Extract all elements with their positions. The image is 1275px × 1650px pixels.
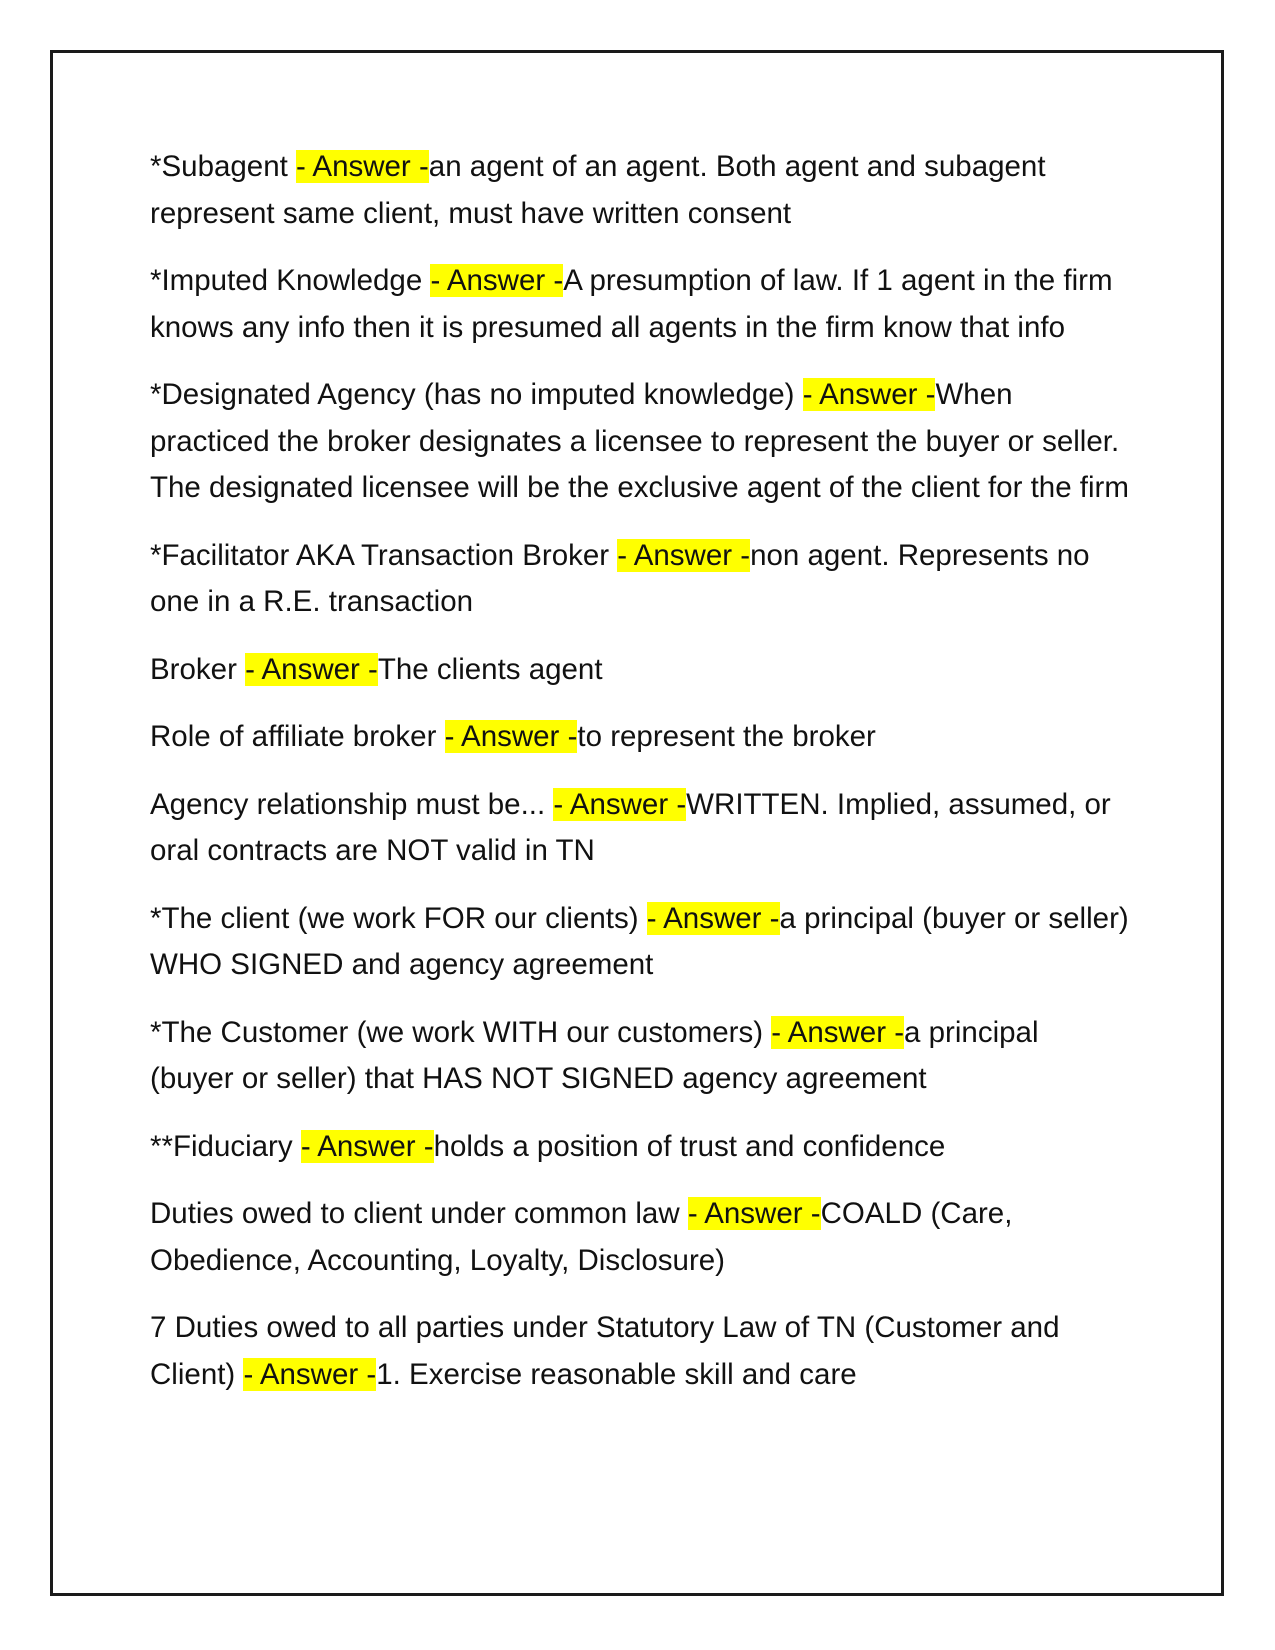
- definition: an agent of an agent. Both agent and subagent represent same client, must have written consent: [150, 150, 1046, 230]
- term: *Imputed Knowledge: [150, 264, 431, 297]
- flashcard-list: [150, 144, 1130, 1419]
- term: *Facilitator AKA Transaction Broker: [150, 538, 618, 572]
- answer-marker: - Answer -: [771, 1015, 905, 1049]
- entry-agency-relationship: [150, 782, 1130, 875]
- term: *The Customer (we work WITH our customers): [150, 1015, 772, 1049]
- definition: COALD (Care, Obedience, Accounting, Loyalty, Disclosure): [150, 1197, 1013, 1277]
- answer-marker: - Answer -: [430, 264, 564, 297]
- answer-marker: - Answer -: [646, 901, 780, 935]
- definition: holds a position of trust and confidence: [433, 1129, 946, 1163]
- term: **Fiduciary: [150, 1129, 301, 1163]
- definition: a principal (buyer or seller) WHO SIGNED and agency agreement: [150, 901, 1129, 981]
- entry-broker: [150, 647, 1130, 694]
- term: Broker: [150, 652, 246, 686]
- definition: A presumption of law. If 1 agent in the firm knows any info then it is presumed all agents in the firm know that info: [150, 264, 1113, 344]
- term: *The client (we work FOR our clients): [150, 901, 647, 935]
- entry-facilitator: [150, 533, 1130, 626]
- term: Role of affiliate broker: [150, 720, 445, 753]
- term: *Subagent: [150, 150, 296, 183]
- term: Agency relationship must be...: [150, 787, 554, 821]
- answer-marker: - Answer -: [300, 1129, 434, 1163]
- definition: WRITTEN. Implied, assumed, or oral contracts are NOT valid in TN: [150, 787, 1111, 867]
- entry-statutory-duties: [150, 1305, 1130, 1398]
- term: Duties owed to client under common law: [150, 1197, 688, 1230]
- term: 7 Duties owed to all parties under Statutory Law of TN (Customer and Client): [150, 1311, 1060, 1391]
- definition: to represent the broker: [577, 720, 876, 753]
- entry-client: [150, 896, 1130, 989]
- answer-marker: - Answer -: [243, 1357, 377, 1391]
- entry-affiliate-broker: [150, 714, 1130, 761]
- entry-customer: [150, 1010, 1130, 1103]
- answer-marker: - Answer -: [553, 787, 687, 821]
- entry-common-law-duties: [150, 1191, 1130, 1284]
- entry-imputed-knowledge: [150, 258, 1130, 351]
- entry-designated-agency: [150, 372, 1130, 512]
- answer-marker: - Answer -: [687, 1197, 821, 1230]
- definition: When practiced the broker designates a licensee to represent the buyer or seller. The designated licensee will be the exclusive agent of the client for the firm: [150, 378, 1129, 504]
- definition: non agent. Represents no one in a R.E. transaction: [150, 538, 1090, 618]
- term: *Designated Agency (has no imputed knowledge): [150, 378, 803, 411]
- answer-marker: - Answer -: [245, 652, 378, 686]
- entry-subagent: [150, 144, 1130, 237]
- answer-marker: - Answer -: [296, 150, 429, 183]
- answer-marker: - Answer -: [617, 538, 751, 572]
- definition: The clients agent: [377, 652, 603, 686]
- answer-marker: - Answer -: [444, 720, 578, 753]
- definition: a principal (buyer or seller) that HAS NOT SIGNED agency agreement: [150, 1015, 1039, 1095]
- definition: 1. Exercise reasonable skill and care: [376, 1357, 857, 1391]
- answer-marker: - Answer -: [802, 378, 936, 411]
- entry-fiduciary: [150, 1124, 1130, 1171]
